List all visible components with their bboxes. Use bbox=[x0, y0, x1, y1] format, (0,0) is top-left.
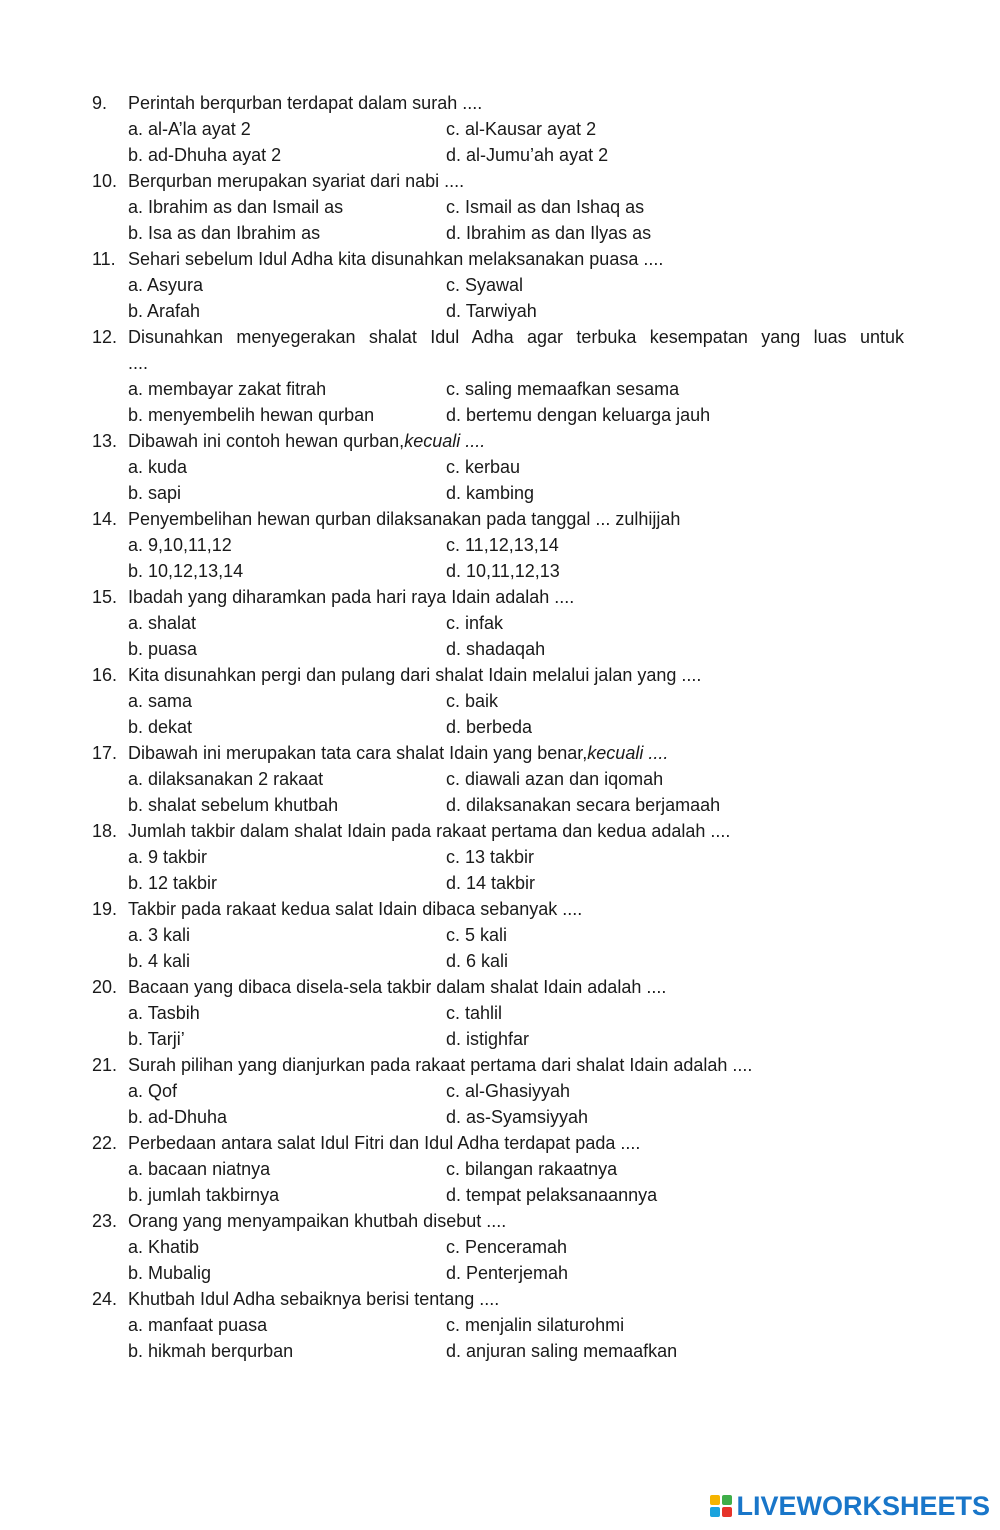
option-a[interactable]: a. bacaan niatnya bbox=[128, 1159, 271, 1179]
options-row bbox=[0, 688, 1000, 714]
options-row bbox=[0, 1312, 1000, 1338]
question-number: 19. bbox=[92, 899, 118, 919]
option-d[interactable]: d. dilaksanakan secara berjamaah bbox=[446, 795, 721, 815]
question-number: 12. bbox=[92, 327, 118, 347]
option-c[interactable]: c. Penceramah bbox=[446, 1237, 568, 1257]
option-b[interactable]: b. dekat bbox=[128, 717, 193, 737]
option-c[interactable]: c. al-Kausar ayat 2 bbox=[446, 119, 597, 139]
question-text: Disunahkan menyegerakan shalat Idul Adha agar terbuka kesempatan yang luas untuk bbox=[128, 327, 904, 347]
option-d[interactable]: d. as-Syamsiyyah bbox=[446, 1107, 589, 1127]
option-a[interactable]: a. membayar zakat fitrah bbox=[128, 379, 327, 399]
options-row bbox=[0, 1104, 1000, 1130]
question-text: Surah pilihan yang dianjurkan pada rakaat pertama dari shalat Idain adalah .... bbox=[128, 1055, 753, 1075]
option-b[interactable]: b. Mubalig bbox=[128, 1263, 212, 1283]
option-d[interactable]: d. Penterjemah bbox=[446, 1263, 569, 1283]
options-row bbox=[0, 870, 1000, 896]
question-number: 11. bbox=[92, 249, 116, 269]
question-text: Bacaan yang dibaca disela-sela takbir dalam shalat Idain adalah .... bbox=[128, 977, 667, 997]
option-d[interactable]: d. berbeda bbox=[446, 717, 533, 737]
question-stem bbox=[0, 90, 1000, 116]
question-text: Perbedaan antara salat Idul Fitri dan Idul Adha terdapat pada .... bbox=[128, 1133, 641, 1153]
question-21 bbox=[0, 1052, 1000, 1130]
options-row bbox=[0, 480, 1000, 506]
question-12 bbox=[0, 324, 1000, 428]
option-c[interactable]: c. bilangan rakaatnya bbox=[446, 1159, 618, 1179]
question-number: 21. bbox=[92, 1055, 118, 1075]
question-stem bbox=[0, 246, 1000, 272]
question-stem bbox=[0, 1052, 1000, 1078]
option-c[interactable]: c. Syawal bbox=[446, 275, 524, 295]
option-a[interactable]: a. Qof bbox=[128, 1081, 178, 1101]
question-number: 18. bbox=[92, 821, 118, 841]
options-row bbox=[0, 220, 1000, 246]
question-10 bbox=[0, 168, 1000, 246]
question-17 bbox=[0, 740, 1000, 818]
question-text bbox=[128, 740, 904, 766]
question-16 bbox=[0, 662, 1000, 740]
question-11 bbox=[0, 246, 1000, 324]
option-d[interactable]: d. 14 takbir bbox=[446, 873, 536, 893]
option-d[interactable]: d. istighfar bbox=[446, 1029, 530, 1049]
question-text: Ibadah yang diharamkan pada hari raya Idain adalah .... bbox=[128, 587, 575, 607]
option-a[interactable]: a. Khatib bbox=[128, 1237, 200, 1257]
worksheet bbox=[0, 90, 1000, 1364]
option-b[interactable]: b. puasa bbox=[128, 639, 198, 659]
question-stem bbox=[0, 818, 1000, 844]
option-a[interactable]: a. 3 kali bbox=[128, 925, 191, 945]
question-text: Sehari sebelum Idul Adha kita disunahkan melaksanakan puasa .... bbox=[128, 249, 664, 269]
options-row bbox=[0, 194, 1000, 220]
question-number: 13. bbox=[92, 431, 118, 451]
option-d[interactable]: d. shadaqah bbox=[446, 639, 546, 659]
option-c[interactable]: c. 13 takbir bbox=[446, 847, 535, 867]
options-row bbox=[0, 272, 1000, 298]
question-text-continuation: .... bbox=[128, 353, 149, 373]
options-row bbox=[0, 454, 1000, 480]
question-text: Berqurban merupakan syariat dari nabi .... bbox=[128, 171, 465, 191]
option-b[interactable]: b. ad-Dhuha bbox=[128, 1107, 228, 1127]
options-row bbox=[0, 402, 1000, 428]
option-c[interactable]: c. 5 kali bbox=[446, 925, 508, 945]
option-b[interactable]: b. Isa as dan Ibrahim as bbox=[128, 223, 321, 243]
option-a[interactable]: a. shalat bbox=[128, 613, 197, 633]
question-20 bbox=[0, 974, 1000, 1052]
question-number: 20. bbox=[92, 977, 118, 997]
option-a[interactable]: a. kuda bbox=[128, 457, 188, 477]
question-number: 10. bbox=[92, 171, 118, 191]
question-stem bbox=[0, 896, 1000, 922]
option-c[interactable]: c. Ismail as dan Ishaq as bbox=[446, 197, 645, 217]
question-18 bbox=[0, 818, 1000, 896]
option-b[interactable]: b. jumlah takbirnya bbox=[128, 1185, 280, 1205]
option-b[interactable]: b. Tarji’ bbox=[128, 1029, 185, 1049]
option-c[interactable]: c. baik bbox=[446, 691, 499, 711]
liveworksheets-logo[interactable] bbox=[710, 1490, 990, 1522]
question-stem bbox=[0, 1286, 1000, 1312]
option-d[interactable]: d. anjuran saling memaafkan bbox=[446, 1341, 678, 1361]
options-row bbox=[0, 714, 1000, 740]
question-9 bbox=[0, 90, 1000, 168]
option-d[interactable]: d. Ibrahim as dan Ilyas as bbox=[446, 223, 652, 243]
question-number: 16. bbox=[92, 665, 118, 685]
question-text-main: Dibawah ini merupakan tata cara shalat Idain yang benar, bbox=[128, 743, 588, 763]
option-d[interactable]: d. 6 kali bbox=[446, 951, 509, 971]
options-row bbox=[0, 948, 1000, 974]
brand-name: LIVEWORKSHEETS bbox=[736, 1490, 990, 1521]
question-number: 15. bbox=[92, 587, 118, 607]
question-15 bbox=[0, 584, 1000, 662]
options-row bbox=[0, 636, 1000, 662]
options-row bbox=[0, 1078, 1000, 1104]
option-b[interactable]: b. Arafah bbox=[128, 301, 201, 321]
options-row bbox=[0, 844, 1000, 870]
question-text: Takbir pada rakaat kedua salat Idain dibaca sebanyak .... bbox=[128, 899, 583, 919]
options-row bbox=[0, 1260, 1000, 1286]
question-22 bbox=[0, 1130, 1000, 1208]
option-a[interactable]: a. 9 takbir bbox=[128, 847, 208, 867]
option-b[interactable]: b. 12 takbir bbox=[128, 873, 218, 893]
question-stem bbox=[0, 584, 1000, 610]
question-number: 17. bbox=[92, 743, 118, 763]
question-number: 24. bbox=[92, 1289, 118, 1309]
liveworksheets-logo-icon bbox=[710, 1495, 732, 1517]
option-a[interactable]: a. Ibrahim as dan Ismail as bbox=[128, 197, 344, 217]
option-c[interactable]: c. al-Ghasiyyah bbox=[446, 1081, 571, 1101]
option-d[interactable]: d. 10,11,12,13 bbox=[446, 561, 560, 581]
options-row bbox=[0, 766, 1000, 792]
options-row bbox=[0, 142, 1000, 168]
option-d[interactable]: d. bertemu dengan keluarga jauh bbox=[446, 405, 711, 425]
option-a[interactable]: a. al-A’la ayat 2 bbox=[128, 119, 251, 139]
option-b[interactable]: b. ad-Dhuha ayat 2 bbox=[128, 145, 282, 165]
options-row bbox=[0, 558, 1000, 584]
question-text-italic: kecuali .... bbox=[404, 431, 486, 451]
options-row bbox=[0, 1234, 1000, 1260]
option-d[interactable]: d. kambing bbox=[446, 483, 535, 503]
question-stem bbox=[0, 506, 1000, 532]
question-14 bbox=[0, 506, 1000, 584]
options-row bbox=[0, 376, 1000, 402]
option-d[interactable]: d. tempat pelaksanaannya bbox=[446, 1185, 658, 1205]
question-number: 9. bbox=[92, 93, 108, 113]
question-text-italic: kecuali .... bbox=[587, 743, 669, 763]
question-number: 22. bbox=[92, 1133, 118, 1153]
option-a[interactable]: a. Tasbih bbox=[128, 1003, 200, 1023]
options-row bbox=[0, 1338, 1000, 1364]
option-b[interactable]: b. hikmah berqurban bbox=[128, 1341, 294, 1361]
question-number: 14. bbox=[92, 509, 118, 529]
option-c[interactable]: c. saling memaafkan sesama bbox=[446, 379, 680, 399]
option-a[interactable]: a. manfaat puasa bbox=[128, 1315, 268, 1335]
question-stem bbox=[0, 662, 1000, 688]
question-text: Khutbah Idul Adha sebaiknya berisi tentang .... bbox=[128, 1289, 500, 1309]
question-stem bbox=[0, 974, 1000, 1000]
question-text: Orang yang menyampaikan khutbah disebut .... bbox=[128, 1211, 507, 1231]
question-23 bbox=[0, 1208, 1000, 1286]
question-stem bbox=[0, 168, 1000, 194]
option-b[interactable]: b. 4 kali bbox=[128, 951, 191, 971]
option-c[interactable]: c. diawali azan dan iqomah bbox=[446, 769, 664, 789]
option-c[interactable]: c. infak bbox=[446, 613, 504, 633]
question-19 bbox=[0, 896, 1000, 974]
options-row bbox=[0, 116, 1000, 142]
options-row bbox=[0, 532, 1000, 558]
question-text-main: Dibawah ini contoh hewan qurban, bbox=[128, 431, 405, 451]
option-b[interactable]: b. 10,12,13,14 bbox=[128, 561, 244, 581]
option-b[interactable]: b. menyembelih hewan qurban bbox=[128, 405, 375, 425]
question-text bbox=[128, 428, 904, 454]
question-stem bbox=[0, 1130, 1000, 1156]
option-c[interactable]: c. tahlil bbox=[446, 1003, 503, 1023]
question-text: Jumlah takbir dalam shalat Idain pada rakaat pertama dan kedua adalah .... bbox=[128, 821, 731, 841]
options-row bbox=[0, 610, 1000, 636]
options-row bbox=[0, 922, 1000, 948]
option-b[interactable]: b. shalat sebelum khutbah bbox=[128, 795, 339, 815]
option-d[interactable]: d. Tarwiyah bbox=[446, 301, 537, 321]
option-c[interactable]: c. menjalin silaturohmi bbox=[446, 1315, 625, 1335]
options-row bbox=[0, 298, 1000, 324]
option-a[interactable]: a. 9,10,11,12 bbox=[128, 535, 232, 555]
question-stem bbox=[0, 428, 1000, 454]
option-a[interactable]: a. dilaksanakan 2 rakaat bbox=[128, 769, 324, 789]
option-b[interactable]: b. sapi bbox=[128, 483, 182, 503]
options-row bbox=[0, 792, 1000, 818]
options-row bbox=[0, 1182, 1000, 1208]
options-row bbox=[0, 1156, 1000, 1182]
question-13 bbox=[0, 428, 1000, 506]
option-a[interactable]: a. sama bbox=[128, 691, 193, 711]
question-24 bbox=[0, 1286, 1000, 1364]
option-a[interactable]: a. Asyura bbox=[128, 275, 204, 295]
options-row bbox=[0, 1000, 1000, 1026]
option-d[interactable]: d. al-Jumu’ah ayat 2 bbox=[446, 145, 609, 165]
question-text: Perintah berqurban terdapat dalam surah .... bbox=[128, 93, 483, 113]
question-text: Kita disunahkan pergi dan pulang dari shalat Idain melalui jalan yang .... bbox=[128, 665, 702, 685]
option-c[interactable]: c. 11,12,13,14 bbox=[446, 535, 559, 555]
question-stem bbox=[0, 740, 1000, 766]
question-text: Penyembelihan hewan qurban dilaksanakan pada tanggal ... zulhijjah bbox=[128, 509, 681, 529]
options-row bbox=[0, 1026, 1000, 1052]
question-stem bbox=[0, 324, 1000, 350]
question-stem bbox=[0, 1208, 1000, 1234]
option-c[interactable]: c. kerbau bbox=[446, 457, 521, 477]
question-number: 23. bbox=[92, 1211, 118, 1231]
